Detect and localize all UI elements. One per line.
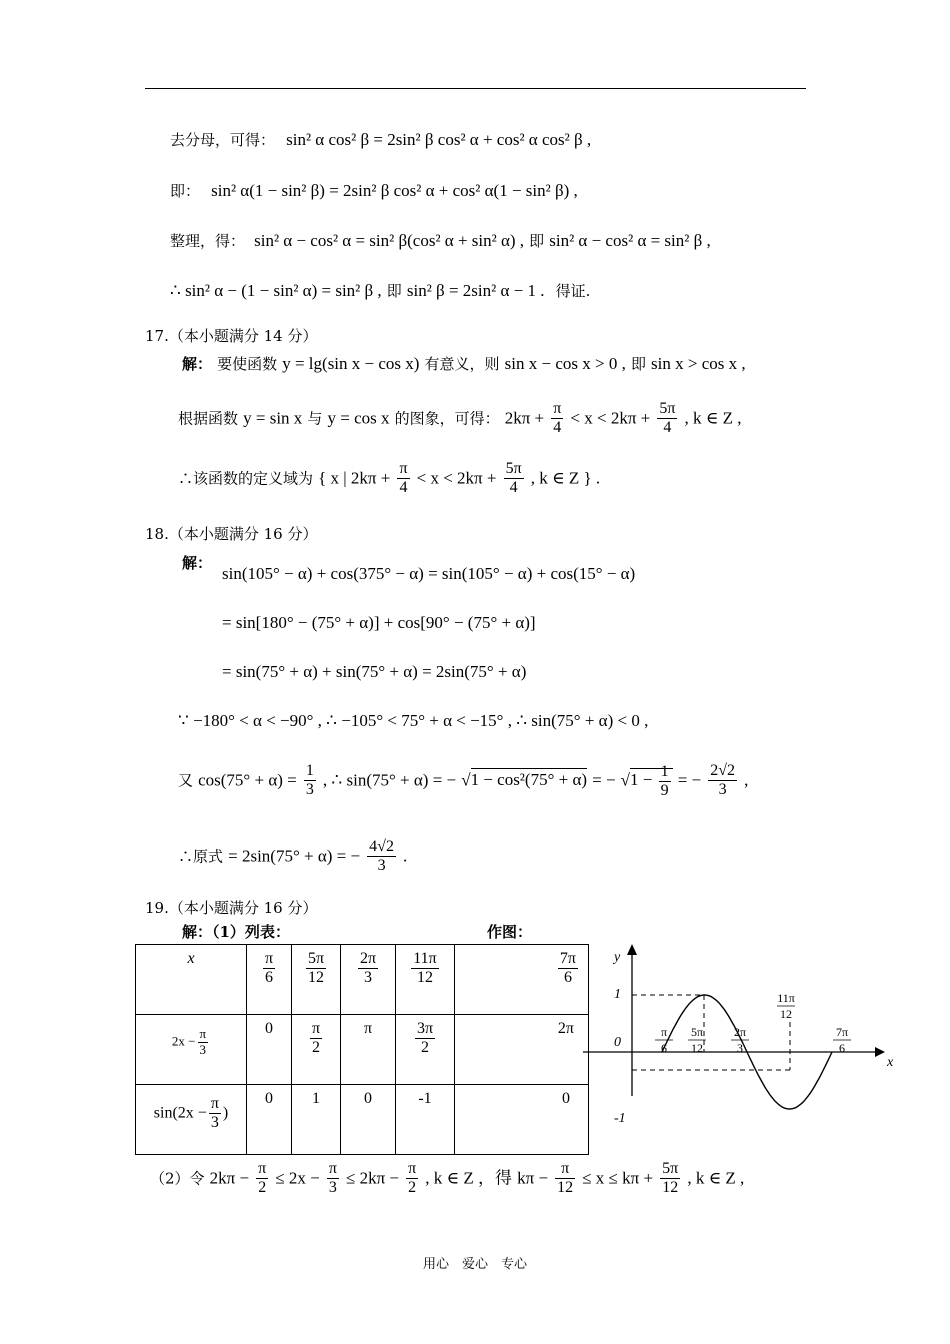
fraction: $\frac{5\pi}{12}$ xyxy=(662,1160,679,1197)
s18-line3: = sin(75° + α) + sin(75° + α) = 2sin(75° + α) xyxy=(222,662,527,681)
equation: = − xyxy=(592,770,616,790)
equation: ≤ 2x − xyxy=(275,1168,320,1188)
fraction: $\frac{1}{9}$ xyxy=(660,762,669,799)
equation: kπ − xyxy=(517,1168,549,1188)
s19-part2 xyxy=(150,1160,744,1198)
fraction: $\frac{2√2}{3}$ xyxy=(710,762,735,799)
table-cell: -1 xyxy=(396,1085,455,1155)
equation: . xyxy=(403,846,408,866)
table-cell: $\frac{\pi}{2}$ xyxy=(292,1015,341,1085)
y-axis-arrow-icon xyxy=(627,944,637,955)
table-row xyxy=(136,1015,589,1085)
table-cell: 0 xyxy=(247,1015,292,1085)
equation: sin² α(1 − sin² β) = 2sin² β cos² α + cos² α(1 − sin² β) , xyxy=(211,181,578,200)
text: 又 xyxy=(178,771,194,790)
s18-jie xyxy=(182,555,212,571)
table-cell: 0 xyxy=(341,1085,396,1155)
s18-heading: 18.（本小题满分 16 分） xyxy=(145,525,318,543)
label: 即： xyxy=(170,182,201,200)
fraction: $\frac{\pi}{3}$ xyxy=(328,1160,337,1197)
fraction: $\frac{5\pi}{4}$ xyxy=(659,400,676,437)
s17-line1 xyxy=(182,355,746,372)
jie-label: 解： xyxy=(182,355,213,373)
s18-line4: ∵ −180° < α < −90° , ∴ −105° < 75° + α < −15° , ∴ sin(75° + α) < 0 , xyxy=(178,711,649,730)
equation: y = cos x xyxy=(327,408,390,428)
equation: < x < 2kπ + xyxy=(570,408,651,428)
equation: ∴ sin² α − (1 − sin² α) = sin² β , xyxy=(170,281,382,300)
s16-line2 xyxy=(170,182,578,199)
s16-line1 xyxy=(170,131,591,148)
equation: sin² β = 2sin² α − 1 . xyxy=(406,281,545,300)
text: （2）令 xyxy=(150,1169,205,1188)
label: 去分母，可得： xyxy=(170,131,276,149)
equation: 2kπ + xyxy=(504,408,545,428)
table-cell: 0 xyxy=(247,1085,292,1155)
s18-line5: 又 cos(75° + α) = $\frac{1}{3}$ , ∴ sin(75° + α) = − √1 − cos²(75° + α) = − √1 − $\frac{1}{9}$ = − $\frac{2√2}{3}$ , xyxy=(178,762,749,799)
x-tick-denominator: 12 xyxy=(780,1007,792,1021)
text: ∴原式 xyxy=(178,847,224,866)
fraction: $\frac{\pi}{12}$ xyxy=(557,1160,574,1197)
fraction: $\frac{1}{3}$ xyxy=(305,762,314,799)
y-axis-label: y xyxy=(614,950,621,965)
text: 根据函数 xyxy=(178,409,239,428)
x-tick-denominator: 6 xyxy=(661,1041,667,1055)
y-tick-1: 1 xyxy=(614,987,621,1002)
x-tick-numerator: 7π xyxy=(835,1025,849,1039)
table-cell: $\frac{7\pi}{6}$ xyxy=(455,945,589,1015)
equation: y = lg(sin x − cos x) xyxy=(282,354,420,373)
x-tick-denominator: 12 xyxy=(691,1041,703,1055)
equation: , k ∈ Z ，得 xyxy=(425,1168,513,1188)
equation: cos(75° + α) = xyxy=(198,770,297,790)
radicand: 1 − $\frac{1}{9}$ xyxy=(630,768,673,789)
fraction: $\frac{5\pi}{4}$ xyxy=(505,460,522,497)
equation: = 2sin(75° + α) = − xyxy=(228,846,361,866)
jie-label: 解： xyxy=(182,554,213,572)
table-cell: $\frac{2\pi}{3}$ xyxy=(341,945,396,1015)
x-tick-denominator: 6 xyxy=(839,1041,845,1055)
table-cell: $\frac{3\pi}{2}$ xyxy=(396,1015,455,1085)
text: 的图象，可得： xyxy=(394,409,500,428)
table-cell: $\frac{5\pi}{12}$ xyxy=(292,945,341,1015)
header-rule xyxy=(145,88,806,89)
s17-line2 xyxy=(178,400,741,438)
fraction: $\frac{4√2}{3}$ xyxy=(369,838,394,875)
s18-line1: sin(105° − α) + cos(375° − α) = sin(105° − α) + cos(15° − α) xyxy=(222,564,636,583)
x-tick-labels xyxy=(655,991,851,1055)
x-tick-numerator: π xyxy=(660,1025,668,1039)
x-tick-numerator: 2π xyxy=(733,1025,747,1039)
table-cell: $\frac{\pi}{6}$ xyxy=(247,945,292,1015)
equation: , xyxy=(744,770,749,790)
text: 有意义，则 xyxy=(424,355,500,373)
table-cell: 2π xyxy=(455,1015,589,1085)
s18-line2: = sin[180° − (75° + α)] + cos[90° − (75° + α)] xyxy=(222,613,536,632)
text: 要使函数 xyxy=(217,355,278,373)
table-cell: 1 xyxy=(292,1085,341,1155)
table-cell: x xyxy=(136,945,247,1015)
fraction: $\frac{\pi}{4}$ xyxy=(399,460,408,497)
x-tick-denominator: 3 xyxy=(737,1041,743,1055)
text: ∴该函数的定义域为 xyxy=(178,469,314,488)
text: 即 xyxy=(630,355,646,373)
x-tick-numerator: 5π xyxy=(690,1025,704,1039)
text: 与 xyxy=(307,409,323,428)
fraction: $\frac{\pi}{4}$ xyxy=(553,400,562,437)
table-cell: 0 xyxy=(455,1085,589,1155)
s17-heading: 17.（本小题满分 14 分） xyxy=(145,327,318,345)
table-row xyxy=(136,1085,589,1155)
equation: y = sin x xyxy=(243,408,303,428)
equation: sin x − cos x > 0 , xyxy=(504,354,626,373)
equation: { x | 2kπ + xyxy=(318,468,391,488)
equation: 2kπ − xyxy=(209,1168,250,1188)
origin-label: 0 xyxy=(614,1035,621,1050)
s16-line3 xyxy=(170,232,711,249)
table-cell: π xyxy=(341,1015,396,1085)
equation: sin² α cos² β = 2sin² β cos² α + cos² α cos² β , xyxy=(286,130,592,149)
s19-plot-label: 作图： xyxy=(487,923,533,941)
page-footer: 用心 爱心 专心 xyxy=(422,1257,527,1272)
y-tick-neg1: -1 xyxy=(614,1111,626,1126)
equation: sin² α − cos² α = sin² β(cos² α + sin² α) , xyxy=(254,231,525,250)
fraction: $\frac{\pi}{2}$ xyxy=(258,1160,267,1197)
equation: , k ∈ Z , xyxy=(687,1168,745,1188)
label: 整理，得： xyxy=(170,232,246,250)
equation: sin² α − cos² α = sin² β , xyxy=(549,231,711,250)
equation: ≤ 2kπ − xyxy=(346,1168,400,1188)
s18-line6 xyxy=(178,838,407,876)
equation: , k ∈ Z , xyxy=(684,408,742,428)
equation: = − xyxy=(677,770,702,790)
label: 即 xyxy=(529,232,545,250)
s16-line4 xyxy=(170,282,590,299)
s17-line3 xyxy=(178,460,600,498)
s19-jie: 解：（1）列表： xyxy=(182,923,290,941)
table-cell: sin(2x − $\frac{\pi}{3}$ ) xyxy=(136,1085,247,1155)
equation: , k ∈ Z } . xyxy=(530,468,601,488)
equation: sin x > cos x , xyxy=(651,354,746,373)
equation: < x < 2kπ + xyxy=(416,468,497,488)
table-row xyxy=(136,945,589,1015)
x-tick-numerator: 11π xyxy=(777,991,795,1005)
x-axis-arrow-icon xyxy=(875,1047,885,1057)
label: 得证. xyxy=(555,282,591,300)
sine-graph xyxy=(580,938,900,1138)
s19-heading: 19.（本小题满分 16 分） xyxy=(145,899,318,917)
value-table xyxy=(135,944,589,1155)
equation: ≤ x ≤ kπ + xyxy=(582,1168,654,1188)
x-axis-label: x xyxy=(887,1055,894,1070)
fraction: $\frac{\pi}{2}$ xyxy=(408,1160,417,1197)
label: 即 xyxy=(386,282,402,300)
table-cell: $\frac{11\pi}{12}$ xyxy=(396,945,455,1015)
equation: , ∴ sin(75° + α) = − xyxy=(322,770,457,790)
radicand: 1 − cos²(75° + α) xyxy=(470,770,588,790)
table-cell: 2x − $\frac{\pi}{3}$ xyxy=(136,1015,247,1085)
